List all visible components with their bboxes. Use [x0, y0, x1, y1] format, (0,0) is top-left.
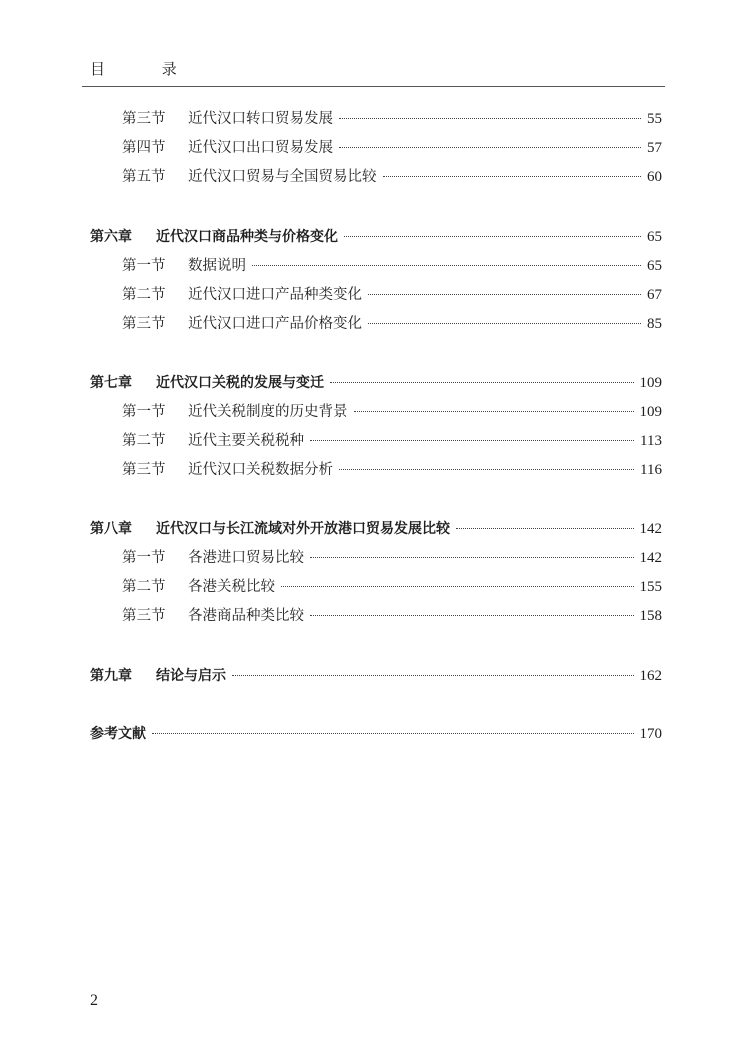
- chapter-title: 结论与启示: [156, 668, 226, 684]
- dot-leader: [354, 411, 634, 412]
- page-number: 65: [647, 258, 662, 274]
- section-title: 各港商品种类比较: [188, 608, 304, 624]
- section-label: 第二节: [122, 433, 166, 449]
- references-title: 参考文献: [90, 726, 146, 742]
- section-title: 近代汉口贸易与全国贸易比较: [188, 169, 377, 185]
- dot-leader: [310, 440, 634, 441]
- section-title: 近代汉口关税数据分析: [188, 462, 333, 478]
- dot-leader: [152, 733, 634, 734]
- page-number: 109: [639, 404, 662, 420]
- folio-page-number: 2: [90, 992, 98, 1009]
- page-number: 116: [640, 462, 662, 478]
- section-title: 近代关税制度的历史背景: [188, 404, 348, 420]
- section-title: 近代汉口进口产品价格变化: [188, 316, 362, 332]
- section-title: 近代汉口转口贸易发展: [188, 111, 333, 127]
- page-number: 60: [647, 169, 662, 185]
- section-title: 各港进口贸易比较: [188, 550, 304, 566]
- page-number: 142: [639, 550, 662, 566]
- chapter-label: 第七章: [90, 375, 132, 391]
- chapter-title: 近代汉口商品种类与价格变化: [156, 229, 338, 245]
- chapter-label: 第六章: [90, 229, 132, 245]
- page-number: 113: [640, 433, 662, 449]
- dot-leader: [339, 118, 641, 119]
- section-label: 第二节: [122, 579, 166, 595]
- dot-leader: [456, 528, 634, 529]
- toc-entry-references[interactable]: [90, 722, 662, 746]
- dot-leader: [252, 265, 641, 266]
- section-label: 第三节: [122, 462, 166, 478]
- section-label: 第三节: [122, 111, 166, 127]
- section-label: 第三节: [122, 608, 166, 624]
- page-number: 67: [647, 287, 662, 303]
- section-title: 近代主要关税税种: [188, 433, 304, 449]
- chapter-title: 近代汉口与长江流域对外开放港口贸易发展比较: [156, 521, 450, 537]
- toc-entry-ch5-s3[interactable]: [122, 107, 662, 131]
- chapter-label: 第八章: [90, 521, 132, 537]
- section-title: 近代汉口进口产品种类变化: [188, 287, 362, 303]
- page-number: 170: [639, 726, 662, 742]
- dot-leader: [344, 236, 641, 237]
- toc-entry-ch5-s4[interactable]: [122, 136, 662, 160]
- section-label: 第一节: [122, 404, 166, 420]
- section-title: 各港关税比较: [188, 579, 275, 595]
- page-number: 65: [647, 229, 662, 245]
- toc-entry-ch8-s2[interactable]: [122, 575, 662, 599]
- dot-leader: [368, 323, 641, 324]
- page-number: 109: [639, 375, 662, 391]
- toc-entry-ch8[interactable]: [90, 517, 662, 541]
- section-title: 数据说明: [188, 258, 246, 274]
- toc-entry-ch8-s1[interactable]: [122, 546, 662, 570]
- chapter-label: 第九章: [90, 668, 132, 684]
- toc-entry-ch8-s3[interactable]: [122, 604, 662, 628]
- running-head-title: 目 录: [90, 60, 203, 78]
- page-number: 85: [647, 316, 662, 332]
- page-number: 55: [647, 111, 662, 127]
- chapter-title: 近代汉口关税的发展与变迁: [156, 375, 324, 391]
- toc-entry-ch6-s2[interactable]: [122, 283, 662, 307]
- section-title: 近代汉口出口贸易发展: [188, 140, 333, 156]
- dot-leader: [310, 557, 634, 558]
- toc-entry-ch6-s3[interactable]: [122, 312, 662, 336]
- toc-entry-ch6-s1[interactable]: [122, 254, 662, 278]
- section-label: 第一节: [122, 258, 166, 274]
- page-number: 57: [647, 140, 662, 156]
- dot-leader: [339, 147, 641, 148]
- toc-entry-ch5-s5[interactable]: [122, 165, 662, 189]
- dot-leader: [281, 586, 634, 587]
- dot-leader: [339, 469, 634, 470]
- section-label: 第二节: [122, 287, 166, 303]
- toc-entry-ch7-s2[interactable]: [122, 429, 662, 453]
- page-number: 142: [639, 521, 662, 537]
- toc-entry-ch9[interactable]: [90, 664, 662, 688]
- section-label: 第三节: [122, 316, 166, 332]
- section-label: 第四节: [122, 140, 166, 156]
- dot-leader: [310, 615, 634, 616]
- dot-leader: [368, 294, 641, 295]
- toc-entry-ch7[interactable]: [90, 371, 662, 395]
- toc-entry-ch7-s3[interactable]: [122, 458, 662, 482]
- section-label: 第一节: [122, 550, 166, 566]
- dot-leader: [232, 675, 634, 676]
- page-number: 162: [639, 668, 662, 684]
- dot-leader: [330, 382, 634, 383]
- toc-entry-ch6[interactable]: [90, 225, 662, 249]
- page-number: 155: [639, 579, 662, 595]
- dot-leader: [383, 176, 642, 177]
- page-number: 158: [639, 608, 662, 624]
- toc-entry-ch7-s1[interactable]: [122, 400, 662, 424]
- section-label: 第五节: [122, 169, 166, 185]
